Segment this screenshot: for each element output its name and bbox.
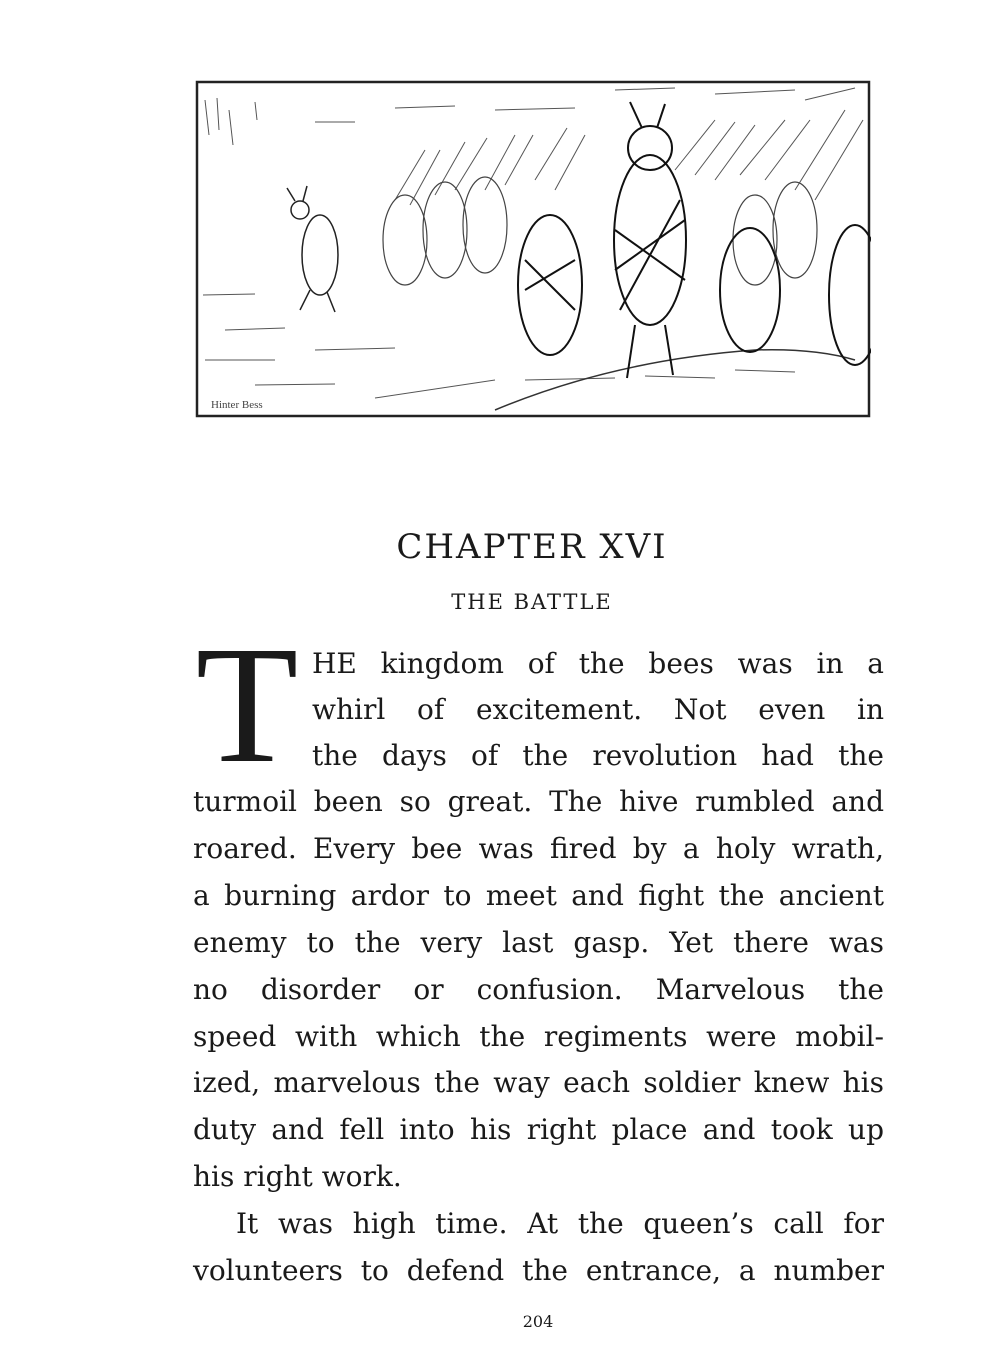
text-line: the days of the revolution had the [312,739,884,772]
chapter-illustration [195,80,871,418]
page-number: 204 [522,1312,554,1331]
drop-cap: T [195,612,299,798]
text-line: speed with which the regiments were mobil- [193,1020,884,1053]
text-line: whirl of excitement. Not even in [312,693,884,726]
illustration-signature: Hinter Bess [211,399,263,411]
text-line: duty and fell into his right place and took up [193,1113,884,1146]
text-line: HE kingdom of the bees was in a [312,647,884,680]
text-line: a burning ardor to meet and fight the ancient [193,879,884,912]
text-line: turmoil been so great. The hive rumbled and [193,785,884,818]
text-line: ized, marvelous the way each soldier knew his [193,1066,884,1099]
text-line: his right work. [193,1160,402,1193]
text-line: volunteers to defend the entrance, a number [193,1254,884,1287]
text-line: enemy to the very last gasp. Yet there was [193,926,884,959]
chapter-subtitle: THE BATTLE [451,590,613,614]
bee-army-illustration-icon [195,80,871,418]
text-line: no disorder or confusion. Marvelous the [193,973,884,1006]
text-line: It was high time. At the queen’s call for [236,1207,884,1240]
chapter-title: CHAPTER XVI [396,527,668,567]
text-line: roared. Every bee was fired by a holy wrath, [193,832,884,865]
